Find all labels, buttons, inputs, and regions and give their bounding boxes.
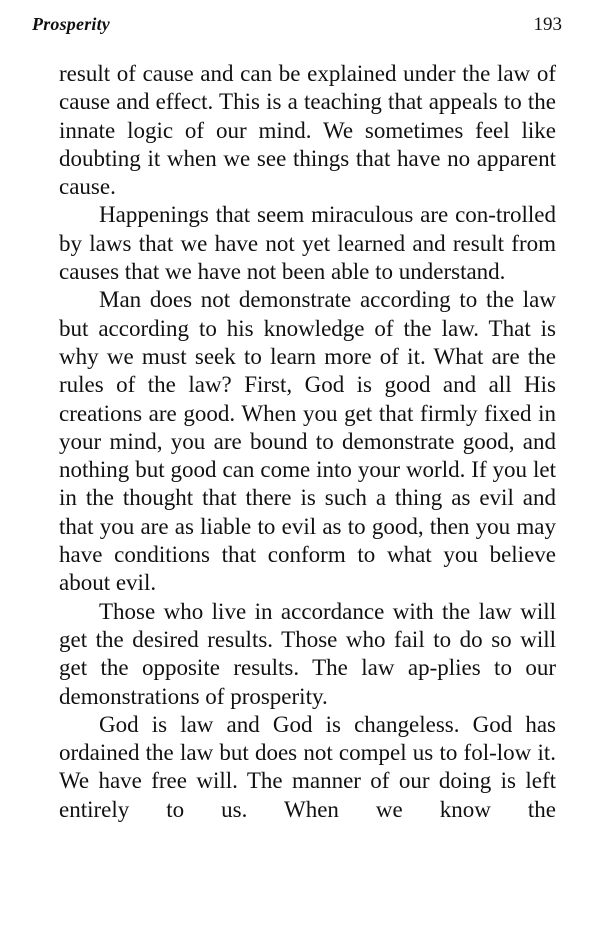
running-title: Prosperity	[32, 14, 110, 34]
paragraph-4: Those who live in accordance with the law will get the desired results. Those who fail to do so will get the opposite results. The law ap-plies to our demonstrations of prosperity.	[59, 598, 556, 709]
paragraph-1: result of cause and can be explained under the law of cause and effect. This is a teaching that appeals to the innate logic of our mind. We sometimes feel like doubting it when we see things that have no apparent cause.	[59, 61, 556, 200]
running-head	[32, 14, 562, 42]
page-number: 193	[533, 14, 562, 35]
paragraph-2: Happenings that seem miraculous are con-trolled by laws that we have not yet learned and result from causes that we have not been able to understand.	[59, 202, 556, 285]
paragraph-3: Man does not demonstrate according to the law but according to his knowledge of the law. That is why we must seek to learn more of it. What are the rules of the law? First, God is good and all His creations are good. When you get that firmly fixed in your mind, you are bound to demonstrate good, and nothing but good can come into your world. If you let in the thought that there is such a thing as evil and that you are as liable to evil as to good, then you may have conditions that conform to what you believe about evil.	[59, 287, 556, 596]
paragraph-5: God is law and God is changeless. God has ordained the law but does not compel us to fol-low it. We have free will. The manner of our doing is left entirely to us. When we know the	[59, 711, 556, 822]
body-text	[59, 60, 556, 824]
